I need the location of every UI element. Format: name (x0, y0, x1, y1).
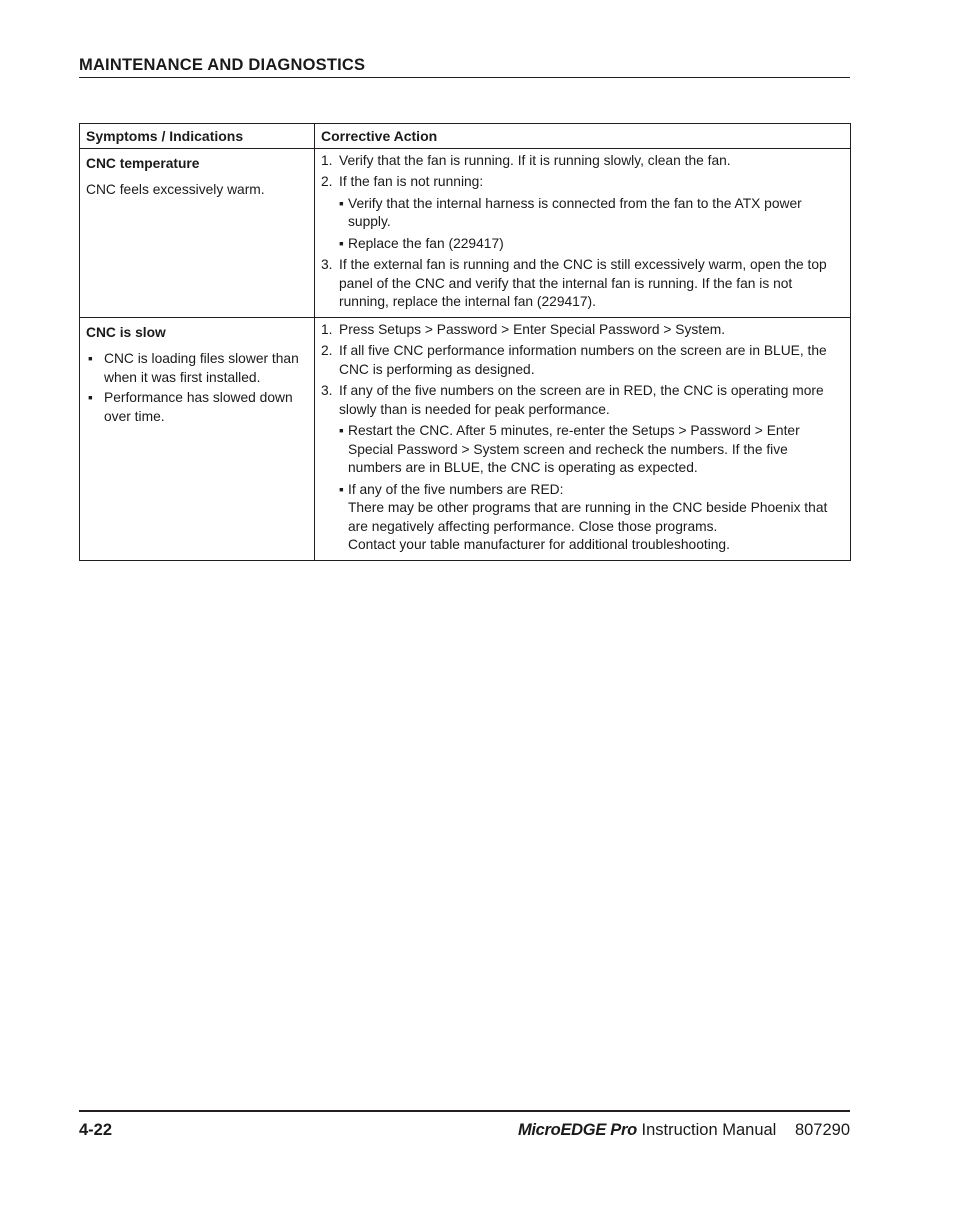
step-text: If any of the five numbers on the screen are in RED, the CNC is operating more slowly than is needed for peak performance. (339, 383, 824, 417)
symptom-title: CNC temperature (86, 155, 200, 171)
step-text: Verify that the fan is running. If it is running slowly, clean the fan. (339, 152, 731, 168)
symptom-list (86, 350, 308, 426)
step-number: 3. (321, 257, 333, 272)
page-footer (79, 1110, 850, 1139)
action-substep (321, 422, 844, 478)
manual-label: Instruction Manual (641, 1121, 777, 1139)
action-step (321, 382, 844, 419)
action-cell (315, 148, 851, 317)
column-header-symptoms: Symptoms / Indications (80, 124, 315, 149)
step-number: 3. (321, 383, 333, 398)
symptom-cell (80, 317, 315, 560)
action-substep (321, 235, 844, 254)
substep-text: Replace the fan (229417) (348, 235, 504, 251)
step-text: If the external fan is running and the CNC is still excessively warm, open the top panel of the CNC and verify that the internal fan is running. If the fan is not running, replace the internal fan (229417). (339, 257, 827, 309)
substep-text: Restart the CNC. After 5 minutes, re-enter the Setups > Password > Enter Special Password > System screen and recheck the numbers. If the five numbers are in BLUE, the CNC is operating as expected. (348, 423, 800, 475)
square-bullet-icon: ▪ (339, 235, 344, 251)
action-step (321, 173, 844, 192)
step-number: 2. (321, 174, 333, 189)
column-header-action: Corrective Action (315, 124, 851, 149)
step-number: 1. (321, 321, 333, 337)
bullet-icon: ▪ (88, 390, 93, 405)
table-row (80, 317, 851, 560)
step-text: If the fan is not running: (339, 174, 484, 189)
square-bullet-icon: ▪ (339, 195, 344, 211)
page-header (79, 56, 850, 78)
action-cell (315, 317, 851, 560)
list-item (86, 350, 308, 387)
section-title: MAINTENANCE AND DIAGNOSTICS (79, 56, 366, 74)
list-item (86, 389, 308, 426)
bullet-icon: ▪ (88, 351, 93, 366)
substep-detail: There may be other programs that are running in the CNC beside Phoenix that are negatively affecting performance. Close those programs. (348, 500, 828, 534)
action-step (321, 152, 844, 171)
substep-detail: Contact your table manufacturer for additional troubleshooting. (348, 537, 730, 552)
table-row (80, 148, 851, 317)
symptom-cell (80, 148, 315, 317)
action-step (321, 321, 844, 340)
troubleshooting-table (79, 123, 851, 561)
step-number: 1. (321, 152, 333, 168)
step-number: 2. (321, 343, 333, 358)
product-name: MicroEDGE Pro (517, 1121, 637, 1139)
square-bullet-icon: ▪ (339, 423, 344, 438)
action-step (321, 342, 844, 379)
action-substep (321, 481, 844, 555)
list-item-text: Performance has slowed down over time. (104, 390, 293, 424)
table-header-row (80, 124, 851, 149)
substep-text: Verify that the internal harness is connected from the fan to the ATX power supply. (348, 195, 802, 229)
step-text: If all five CNC performance information numbers on the screen are in BLUE, the CNC is performing as designed. (339, 343, 827, 377)
document-number: 807290 (794, 1121, 850, 1139)
substep-text: If any of the five numbers are RED: (348, 481, 564, 497)
action-substep (321, 195, 844, 232)
footer-doc-info (518, 1121, 850, 1140)
square-bullet-icon: ▪ (339, 481, 344, 497)
page-number: 4-22 (79, 1121, 113, 1139)
list-item-text: CNC is loading files slower than when it was first installed. (104, 351, 299, 385)
step-text: Press Setups > Password > Enter Special Password > System. (339, 321, 726, 337)
symptom-title: CNC is slow (86, 324, 166, 340)
action-step (321, 256, 844, 312)
symptom-description: CNC feels excessively warm. (86, 182, 265, 197)
